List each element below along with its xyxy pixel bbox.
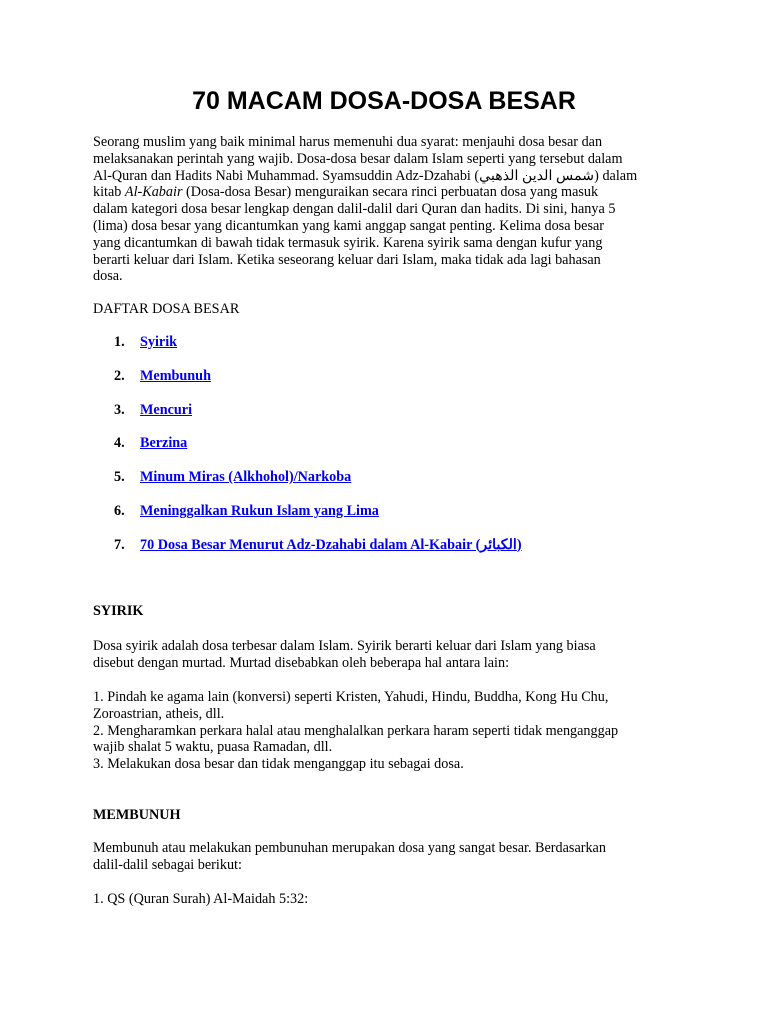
toc-number: 5.	[114, 469, 125, 486]
toc-item	[114, 402, 674, 436]
membunuh-list-line: 1. QS (Quran Surah) Al-Maidah 5:32:	[93, 891, 309, 907]
toc-number: 2.	[114, 367, 125, 384]
toc-number: 1.	[114, 334, 125, 350]
intro-line: yang dicantumkan di bawah tidak termasuk syirik. Karena syirik sama dengan kufur yang	[93, 234, 603, 251]
daftar-heading: DAFTAR DOSA BESAR	[93, 301, 240, 317]
toc-link-mencuri[interactable]: Mencuri	[140, 401, 193, 418]
toc-number: 3.	[114, 401, 125, 418]
toc-item	[114, 537, 674, 571]
intro-line: dalam kategori dosa besar lengkap dengan dalil-dalil dari Quran dan hadits. Di sini, hanya 5	[93, 201, 616, 218]
intro-line: (lima) dosa besar yang dicantumkan yang kami anggap sangat penting. Kelima dosa besar	[93, 217, 604, 234]
syirik-paragraph	[93, 638, 693, 672]
toc-link-syirik[interactable]: Syirik	[140, 334, 178, 350]
toc-link-70-dosa-besar[interactable]: 70 Dosa Besar Menurut Adz-Dzahabi dalam Al-Kabair (الكبائر)	[140, 536, 522, 553]
intro-line: berarti keluar dari Islam. Ketika seseorang keluar dari Islam, maka tidak ada lagi bahasan	[93, 251, 601, 268]
section-title-syirik: SYIRIK	[93, 603, 144, 619]
syirik-list-line: Zoroastrian, atheis, dll.	[93, 705, 225, 722]
toc-item	[114, 469, 674, 503]
syirik-line: disebut dengan murtad. Murtad disebabkan oleh beberapa hal antara lain:	[93, 654, 510, 671]
toc-number: 4.	[114, 435, 125, 452]
intro-line	[93, 184, 693, 201]
toc-item	[114, 334, 674, 368]
intro-line: Seorang muslim yang baik minimal harus memenuhi dua syarat: menjauhi dosa besar dan	[93, 134, 603, 150]
table-of-contents	[114, 334, 674, 571]
toc-item	[114, 503, 674, 537]
section-title-membunuh: MEMBUNUH	[93, 807, 181, 823]
syirik-list-line: wajib shalat 5 waktu, puasa Ramadan, dll.	[93, 739, 333, 756]
intro-paragraph	[93, 134, 693, 285]
membunuh-line: dalil-dalil sebagai berikut:	[93, 856, 242, 873]
intro-line: melaksanakan perintah yang wajib. Dosa-dosa besar dalam Islam seperti yang tersebut dalam	[93, 150, 623, 167]
intro-line-prefix: kitab	[93, 184, 125, 201]
toc-item	[114, 435, 674, 469]
syirik-list-line: 3. Melakukan dosa besar dan tidak menganggap itu sebagai dosa.	[93, 756, 464, 773]
membunuh-line: Membunuh atau melakukan pembunuhan merupakan dosa yang sangat besar. Berdasarkan	[93, 840, 606, 856]
toc-link-rukun-islam[interactable]: Meninggalkan Rukun Islam yang Lima	[140, 502, 379, 519]
toc-item	[114, 368, 674, 402]
membunuh-dalil-list	[93, 891, 693, 908]
syirik-line: Dosa syirik adalah dosa terbesar dalam Islam. Syirik berarti keluar dari Islam yang biasa	[93, 638, 596, 654]
toc-link-minum-miras[interactable]: Minum Miras (Alkhohol)/Narkoba	[140, 469, 352, 486]
syirik-list-line: 1. Pindah ke agama lain (konversi) seperti Kristen, Yahudi, Hindu, Buddha, Kong Hu Chu,	[93, 689, 609, 705]
intro-line: Al-Quran dan Hadits Nabi Muhammad. Syamsuddin Adz-Dzahabi (شمس الدين الذهبي) dalam	[93, 167, 638, 184]
toc-link-berzina[interactable]: Berzina	[140, 435, 188, 452]
intro-line-suffix: (Dosa-dosa Besar) menguraikan secara rinci perbuatan dosa yang masuk	[182, 184, 599, 201]
toc-link-membunuh[interactable]: Membunuh	[140, 367, 211, 384]
membunuh-paragraph	[93, 840, 693, 874]
document-title: 70 MACAM DOSA-DOSA BESAR	[192, 87, 576, 115]
syirik-list-line: 2. Mengharamkan perkara halal atau menghalalkan perkara haram seperti tidak menganggap	[93, 722, 619, 739]
intro-line: dosa.	[93, 268, 123, 285]
book-title-italic: Al-Kabair	[124, 184, 183, 201]
syirik-causes-list	[93, 689, 693, 773]
toc-number: 7.	[114, 536, 125, 553]
toc-number: 6.	[114, 502, 125, 519]
